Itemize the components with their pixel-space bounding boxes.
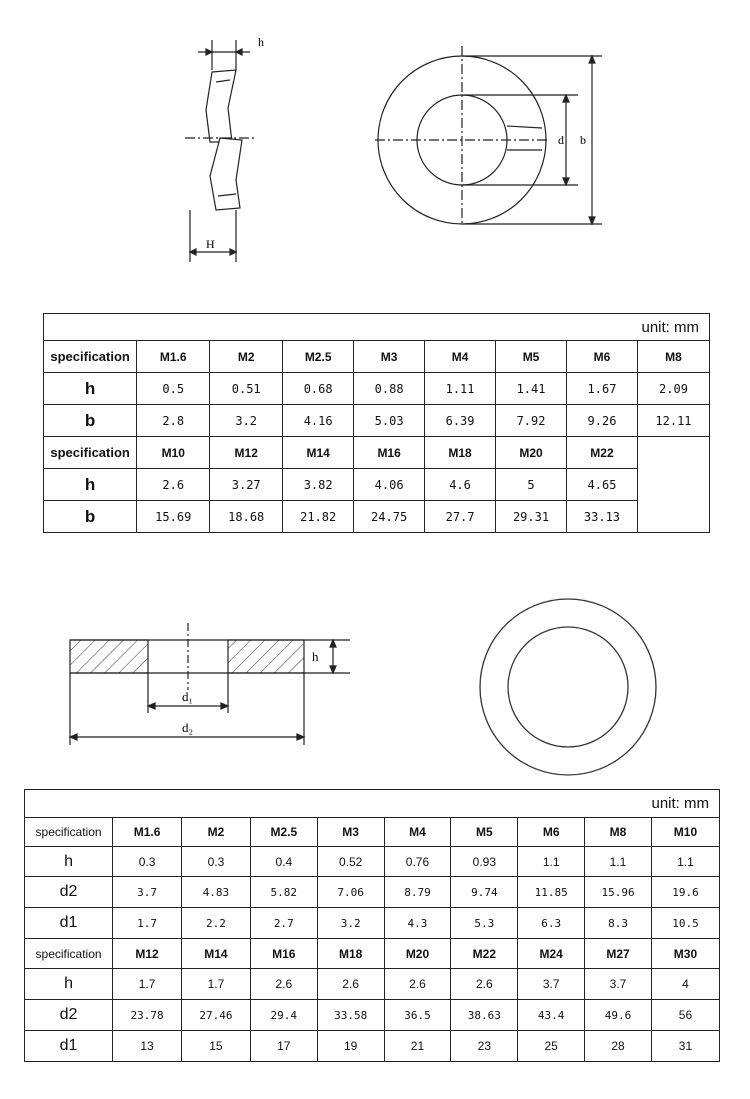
value-cell: 2.09 [637,373,709,405]
d1-row [25,1031,720,1062]
value-cell: 0.4 [250,847,317,877]
value-cell: 4.3 [384,908,451,939]
spec-row [44,341,710,373]
value-cell: 5.3 [451,908,518,939]
value-cell: 15.69 [137,501,210,533]
spec-cell: M22 [567,437,638,469]
value-cell: 29.4 [250,1000,317,1031]
value-cell: 3.27 [210,469,283,501]
value-cell: 4.06 [354,469,425,501]
value-cell: 23 [451,1031,518,1062]
value-cell: 31 [651,1031,719,1062]
value-cell: 9.26 [567,405,638,437]
spec-cell: M12 [113,939,182,969]
b-row-label: b [44,501,137,533]
value-cell: 2.6 [384,969,451,1000]
value-cell: 2.6 [137,469,210,501]
value-cell: 5.82 [250,877,317,908]
value-cell: 15 [182,1031,251,1062]
value-cell: 25 [518,1031,585,1062]
value-cell: 2.7 [250,908,317,939]
value-cell: 3.82 [283,469,354,501]
spec-cell: M27 [585,939,652,969]
spring-washer-table [43,313,710,533]
spec-row [25,939,720,969]
spec-cell: M2.5 [250,818,317,847]
outer-d2-label: d₂ [182,720,194,735]
value-cell: 4.16 [283,405,354,437]
value-cell: 0.52 [317,847,384,877]
spec-cell: M18 [317,939,384,969]
value-cell: 36.5 [384,1000,451,1031]
spec-cell: M20 [496,437,567,469]
value-cell: 1.67 [567,373,638,405]
value-cell: 28 [585,1031,652,1062]
spec-cell: M18 [425,437,496,469]
spec-cell: M10 [651,818,719,847]
value-cell: 3.7 [585,969,652,1000]
value-cell: 4.83 [182,877,251,908]
value-cell: 0.51 [210,373,283,405]
value-cell: 0.3 [182,847,251,877]
value-cell: 11.85 [518,877,585,908]
spec-cell: M16 [250,939,317,969]
d2-row-label: d2 [25,1000,113,1031]
spec-cell: M6 [518,818,585,847]
value-cell: 2.6 [250,969,317,1000]
value-cell: 12.11 [637,405,709,437]
h-row-label: h [25,847,113,877]
value-cell: 0.93 [451,847,518,877]
spec-cell: M6 [567,341,638,373]
thickness-h-label: h [312,649,319,664]
h-row [25,847,720,877]
spec-cell: M20 [384,939,451,969]
value-cell: 13 [113,1031,182,1062]
flat-washer-table [24,789,720,1062]
unit-label: unit: mm [25,790,720,818]
value-cell: 49.6 [585,1000,652,1031]
value-cell: 3.2 [317,908,384,939]
spec-row-label: specification [25,939,113,969]
value-cell: 29.31 [496,501,567,533]
value-cell: 1.7 [113,969,182,1000]
spec-cell: M4 [425,341,496,373]
unit-label: unit: mm [44,314,710,341]
h-row-label: h [44,469,137,501]
spec-cell: M4 [384,818,451,847]
value-cell: 7.06 [317,877,384,908]
value-cell: 8.3 [585,908,652,939]
d2-row-label: d2 [25,877,113,908]
spec-cell: M1.6 [137,341,210,373]
spec-cell: M22 [451,939,518,969]
h-row [44,373,710,405]
value-cell: 27.7 [425,501,496,533]
spec-cell: M2.5 [283,341,354,373]
spring-washer-drawing [170,30,630,270]
value-cell: 1.7 [113,908,182,939]
b-row [44,405,710,437]
d1-row-label: d1 [25,908,113,939]
h-row-label: h [25,969,113,1000]
height-H-label: H [206,237,215,251]
value-cell: 8.79 [384,877,451,908]
spec-cell: M8 [585,818,652,847]
value-cell: 2.8 [137,405,210,437]
spec-cell: M2 [210,341,283,373]
spec-row [25,818,720,847]
value-cell: 24.75 [354,501,425,533]
outer-b-label: b [580,133,586,147]
value-cell: 1.1 [585,847,652,877]
flat-washer-section-view [70,623,350,745]
value-cell: 3.7 [518,969,585,1000]
value-cell: 5 [496,469,567,501]
value-cell: 21.82 [283,501,354,533]
spec-cell: M24 [518,939,585,969]
value-cell: 0.3 [113,847,182,877]
flat-washer-drawing [55,595,675,785]
spec-cell: M2 [182,818,251,847]
h-row [25,969,720,1000]
value-cell: 0.76 [384,847,451,877]
value-cell: 0.5 [137,373,210,405]
spec-cell: M5 [451,818,518,847]
value-cell: 0.88 [354,373,425,405]
value-cell: 19.6 [651,877,719,908]
value-cell: 33.13 [567,501,638,533]
value-cell: 2.6 [317,969,384,1000]
value-cell: 21 [384,1031,451,1062]
inner-d-label: d [558,133,564,147]
spec-cell: M1.6 [113,818,182,847]
spec-cell: M12 [210,437,283,469]
spec-cell: M30 [651,939,719,969]
value-cell: 4 [651,969,719,1000]
h-row-label: h [44,373,137,405]
value-cell: 0.68 [283,373,354,405]
value-cell: 56 [651,1000,719,1031]
empty-cell [637,437,709,533]
value-cell: 1.7 [182,969,251,1000]
spec-row [44,437,710,469]
spec-cell: M10 [137,437,210,469]
b-row [44,501,710,533]
thickness-h-label: h [258,35,264,49]
spec-cell: M8 [637,341,709,373]
d1-row [25,908,720,939]
spec-cell: M14 [283,437,354,469]
value-cell: 27.46 [182,1000,251,1031]
d2-row [25,877,720,908]
value-cell: 10.5 [651,908,719,939]
value-cell: 43.4 [518,1000,585,1031]
spec-row-label: specification [44,341,137,373]
value-cell: 2.2 [182,908,251,939]
value-cell: 4.6 [425,469,496,501]
value-cell: 19 [317,1031,384,1062]
spring-washer-side-view [185,40,255,262]
inner-d1-label: d₁ [182,689,194,704]
spec-row-label: specification [44,437,137,469]
value-cell: 3.7 [113,877,182,908]
value-cell: 15.96 [585,877,652,908]
flat-washer-front-view [480,599,656,775]
value-cell: 1.11 [425,373,496,405]
value-cell: 1.1 [518,847,585,877]
value-cell: 5.03 [354,405,425,437]
b-row-label: b [44,405,137,437]
spec-cell: M3 [317,818,384,847]
spec-cell: M3 [354,341,425,373]
value-cell: 2.6 [451,969,518,1000]
value-cell: 18.68 [210,501,283,533]
value-cell: 1.1 [651,847,719,877]
value-cell: 33.58 [317,1000,384,1031]
spec-cell: M16 [354,437,425,469]
spec-row-label: specification [25,818,113,847]
value-cell: 1.41 [496,373,567,405]
value-cell: 17 [250,1031,317,1062]
value-cell: 23.78 [113,1000,182,1031]
value-cell: 3.2 [210,405,283,437]
h-row [44,469,710,501]
value-cell: 4.65 [567,469,638,501]
spring-washer-front-view [375,46,602,226]
spec-cell: M5 [496,341,567,373]
value-cell: 6.3 [518,908,585,939]
d1-row-label: d1 [25,1031,113,1062]
spec-cell: M14 [182,939,251,969]
value-cell: 9.74 [451,877,518,908]
value-cell: 7.92 [496,405,567,437]
d2-row [25,1000,720,1031]
value-cell: 6.39 [425,405,496,437]
value-cell: 38.63 [451,1000,518,1031]
